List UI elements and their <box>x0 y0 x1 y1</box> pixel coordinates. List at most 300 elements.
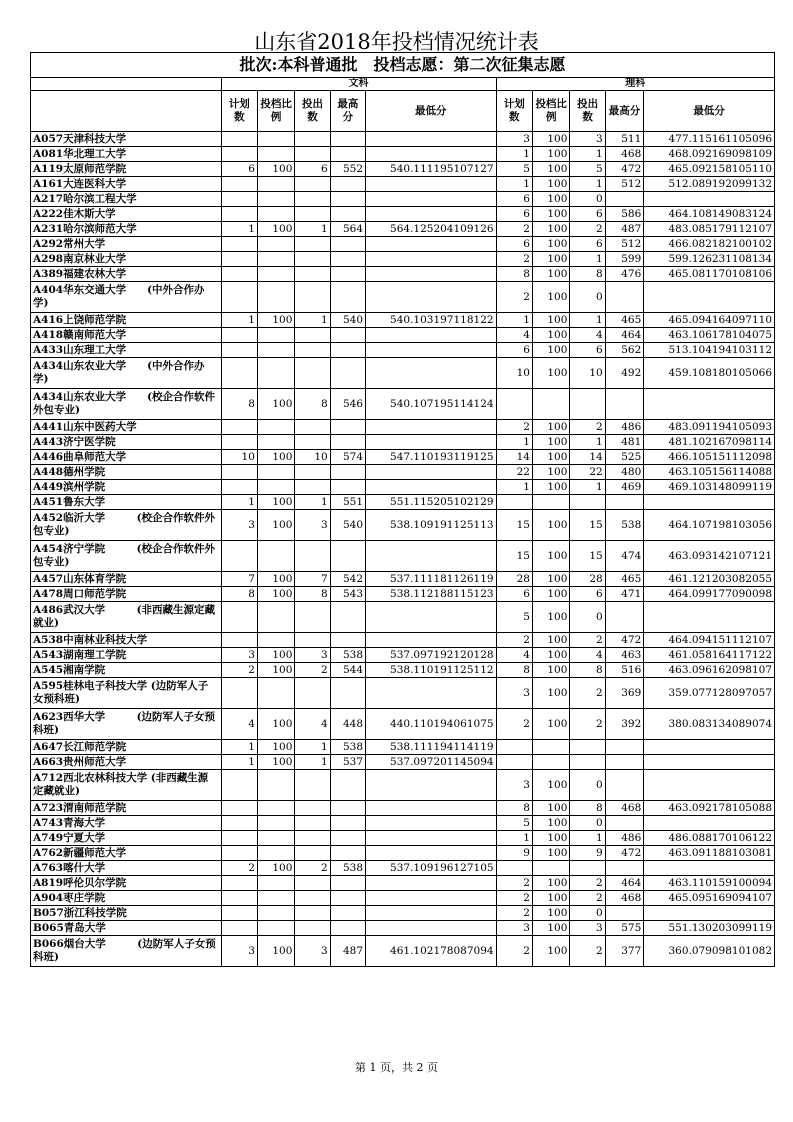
li-plan-cell: 15 <box>496 510 532 541</box>
li-max-cell: 463 <box>605 648 644 663</box>
li-ratio-cell: 100 <box>532 663 569 678</box>
li-plan-cell: 6 <box>496 343 532 358</box>
wen-max-cell: 564 <box>330 222 365 237</box>
batch-header: 批次:本科普通批 投档志愿：第二次征集志愿 <box>31 53 775 78</box>
table-row <box>31 801 775 816</box>
li-plan-cell: 6 <box>496 207 532 222</box>
wen-out-cell: 3 <box>295 510 330 541</box>
wen-min-cell <box>366 177 497 192</box>
table-row <box>31 846 775 861</box>
university-name: A433山东理工大学 <box>31 343 222 358</box>
university-name: A538中南林业科技大学 <box>31 633 222 648</box>
li-max-cell: 468 <box>605 891 644 906</box>
table-row <box>31 420 775 435</box>
wen-ratio-cell <box>257 480 294 495</box>
table-row <box>31 207 775 222</box>
li-plan-cell: 8 <box>496 663 532 678</box>
li-plan-cell: 1 <box>496 480 532 495</box>
wen-plan-cell: 3 <box>221 648 257 663</box>
li-min-cell: 465.081170108106 <box>644 267 775 282</box>
col-li-min: 最低分 <box>644 91 775 132</box>
li-out-cell: 0 <box>570 816 605 831</box>
wen-max-cell <box>330 207 365 222</box>
wen-min-cell <box>366 831 497 846</box>
wen-out-cell: 4 <box>295 709 330 740</box>
university-name: A298南京林业大学 <box>31 252 222 267</box>
table-row <box>31 816 775 831</box>
li-max-cell: 474 <box>605 541 644 572</box>
li-max-cell: 575 <box>605 921 644 936</box>
wen-min-cell <box>366 267 497 282</box>
li-min-cell: 513.104194103112 <box>644 343 775 358</box>
wen-plan-cell <box>221 602 257 633</box>
wen-plan-cell <box>221 541 257 572</box>
wen-min-cell: 540.103197118122 <box>366 313 497 328</box>
wen-out-cell <box>295 831 330 846</box>
wen-out-cell <box>295 816 330 831</box>
li-out-cell: 1 <box>570 480 605 495</box>
li-max-cell <box>605 755 644 770</box>
wen-max-cell <box>330 770 365 801</box>
wen-ratio-cell <box>257 435 294 450</box>
li-min-cell: 459.108180105066 <box>644 358 775 389</box>
wen-plan-cell <box>221 906 257 921</box>
li-out-cell: 0 <box>570 192 605 207</box>
wen-out-cell: 3 <box>295 648 330 663</box>
li-max-cell: 538 <box>605 510 644 541</box>
li-min-cell: 359.077128097057 <box>644 678 775 709</box>
wen-ratio-cell <box>257 237 294 252</box>
wen-min-cell <box>366 876 497 891</box>
university-name: A057天津科技大学 <box>31 132 222 147</box>
li-max-cell: 486 <box>605 831 644 846</box>
li-ratio-cell: 100 <box>532 465 569 480</box>
li-plan-cell: 15 <box>496 541 532 572</box>
li-out-cell <box>570 755 605 770</box>
li-max-cell: 525 <box>605 450 644 465</box>
li-min-cell: 461.121203082055 <box>644 572 775 587</box>
wen-out-cell: 1 <box>295 755 330 770</box>
wen-out-cell <box>295 480 330 495</box>
col-wen-out: 投出数 <box>295 91 330 132</box>
li-out-cell: 8 <box>570 267 605 282</box>
university-name: B066烟台大学 (边防军人子女预科班) <box>31 936 222 967</box>
wen-min-cell: 547.110193119125 <box>366 450 497 465</box>
wen-out-cell <box>295 465 330 480</box>
li-max-cell: 472 <box>605 162 644 177</box>
table-row <box>31 192 775 207</box>
wen-plan-cell: 3 <box>221 936 257 967</box>
wen-min-cell <box>366 770 497 801</box>
wen-max-cell <box>330 921 365 936</box>
wen-ratio-cell <box>257 633 294 648</box>
li-max-cell: 586 <box>605 207 644 222</box>
li-out-cell: 5 <box>570 162 605 177</box>
page-footer: 第 1 页，共 2 页 <box>355 1061 438 1074</box>
li-out-cell: 6 <box>570 343 605 358</box>
li-plan-cell: 2 <box>496 891 532 906</box>
li-min-cell: 483.091194105093 <box>644 420 775 435</box>
wen-out-cell <box>295 906 330 921</box>
table-row <box>31 678 775 709</box>
university-name: A404华东交通大学 (中外合作办学) <box>31 282 222 313</box>
li-ratio-cell: 100 <box>532 192 569 207</box>
table-row <box>31 177 775 192</box>
wen-min-cell: 440.110194061075 <box>366 709 497 740</box>
wen-ratio-cell <box>257 465 294 480</box>
li-ratio-cell: 100 <box>532 328 569 343</box>
col-li-plan: 计划数 <box>496 91 532 132</box>
wen-min-cell <box>366 801 497 816</box>
li-min-cell: 468.092169098109 <box>644 147 775 162</box>
table-row <box>31 936 775 967</box>
wen-max-cell: 448 <box>330 709 365 740</box>
group-like: 理科 <box>496 78 774 91</box>
li-out-cell <box>570 495 605 510</box>
li-max-cell <box>605 192 644 207</box>
li-min-cell <box>644 740 775 755</box>
li-out-cell: 2 <box>570 678 605 709</box>
wen-min-cell <box>366 192 497 207</box>
wen-out-cell <box>295 541 330 572</box>
university-name: A623西华大学 (边防军人子女预科班) <box>31 709 222 740</box>
university-name: A434山东农业大学 (校企合作软件外包专业) <box>31 389 222 420</box>
wen-plan-cell: 3 <box>221 510 257 541</box>
li-max-cell: 377 <box>605 936 644 967</box>
li-ratio-cell: 100 <box>532 343 569 358</box>
li-max-cell: 392 <box>605 709 644 740</box>
table-row <box>31 633 775 648</box>
wen-plan-cell <box>221 237 257 252</box>
wen-min-cell <box>366 435 497 450</box>
wen-min-cell: 537.097192120128 <box>366 648 497 663</box>
university-name: A904枣庄学院 <box>31 891 222 906</box>
li-min-cell: 599.126231108134 <box>644 252 775 267</box>
wen-out-cell: 1 <box>295 495 330 510</box>
li-plan-cell: 2 <box>496 222 532 237</box>
li-ratio-cell: 100 <box>532 222 569 237</box>
wen-ratio-cell: 100 <box>257 450 294 465</box>
li-min-cell: 380.083134089074 <box>644 709 775 740</box>
li-ratio-cell <box>532 495 569 510</box>
table-row <box>31 861 775 876</box>
university-name: A478周口师范学院 <box>31 587 222 602</box>
wen-max-cell <box>330 192 365 207</box>
li-out-cell: 1 <box>570 252 605 267</box>
li-out-cell: 1 <box>570 313 605 328</box>
wen-max-cell <box>330 678 365 709</box>
wen-ratio-cell <box>257 846 294 861</box>
li-min-cell <box>644 495 775 510</box>
li-out-cell: 2 <box>570 876 605 891</box>
li-plan-cell: 5 <box>496 602 532 633</box>
wen-min-cell <box>366 147 497 162</box>
wen-plan-cell: 7 <box>221 572 257 587</box>
col-wen-max: 最高分 <box>330 91 365 132</box>
wen-plan-cell <box>221 846 257 861</box>
wen-min-cell <box>366 465 497 480</box>
wen-plan-cell <box>221 816 257 831</box>
li-out-cell <box>570 389 605 420</box>
table-row <box>31 906 775 921</box>
li-ratio-cell: 100 <box>532 876 569 891</box>
li-out-cell: 10 <box>570 358 605 389</box>
li-out-cell: 2 <box>570 420 605 435</box>
li-out-cell: 3 <box>570 132 605 147</box>
li-ratio-cell: 100 <box>532 541 569 572</box>
li-out-cell: 0 <box>570 906 605 921</box>
university-name: A743青海大学 <box>31 816 222 831</box>
li-min-cell <box>644 389 775 420</box>
li-max-cell: 465 <box>605 313 644 328</box>
col-wen-ratio: 投档比例 <box>257 91 294 132</box>
table-row <box>31 510 775 541</box>
university-name: A441山东中医药大学 <box>31 420 222 435</box>
li-out-cell: 6 <box>570 207 605 222</box>
li-max-cell: 472 <box>605 633 644 648</box>
wen-min-cell <box>366 921 497 936</box>
wen-ratio-cell: 100 <box>257 861 294 876</box>
wen-plan-cell <box>221 480 257 495</box>
li-ratio-cell: 100 <box>532 709 569 740</box>
wen-ratio-cell <box>257 876 294 891</box>
table-row <box>31 132 775 147</box>
table-row <box>31 222 775 237</box>
wen-ratio-cell <box>257 267 294 282</box>
wen-max-cell <box>330 633 365 648</box>
li-plan-cell: 1 <box>496 177 532 192</box>
li-min-cell: 464.107198103056 <box>644 510 775 541</box>
university-name: B057浙江科技学院 <box>31 906 222 921</box>
li-min-cell <box>644 602 775 633</box>
table-row <box>31 328 775 343</box>
wen-ratio-cell <box>257 891 294 906</box>
group-blank <box>31 78 222 91</box>
wen-min-cell <box>366 816 497 831</box>
wen-ratio-cell <box>257 132 294 147</box>
wen-out-cell: 1 <box>295 740 330 755</box>
li-min-cell: 466.105151112098 <box>644 450 775 465</box>
wen-out-cell <box>295 267 330 282</box>
wen-out-cell <box>295 891 330 906</box>
wen-ratio-cell <box>257 147 294 162</box>
li-out-cell: 2 <box>570 222 605 237</box>
li-min-cell: 465.095169094107 <box>644 891 775 906</box>
wen-out-cell <box>295 420 330 435</box>
wen-min-cell: 537.097201145094 <box>366 755 497 770</box>
li-ratio-cell <box>532 861 569 876</box>
university-name: A663贵州师范大学 <box>31 755 222 770</box>
li-min-cell <box>644 282 775 313</box>
wen-out-cell: 2 <box>295 861 330 876</box>
wen-ratio-cell <box>257 282 294 313</box>
wen-min-cell: 538.109191125113 <box>366 510 497 541</box>
li-out-cell: 14 <box>570 450 605 465</box>
wen-out-cell <box>295 328 330 343</box>
wen-plan-cell <box>221 177 257 192</box>
li-max-cell: 481 <box>605 435 644 450</box>
li-plan-cell: 3 <box>496 921 532 936</box>
wen-plan-cell: 8 <box>221 587 257 602</box>
university-name: A119太原师范学院 <box>31 162 222 177</box>
wen-ratio-cell <box>257 358 294 389</box>
wen-max-cell <box>330 132 365 147</box>
li-max-cell: 487 <box>605 222 644 237</box>
li-out-cell: 1 <box>570 435 605 450</box>
li-ratio-cell: 100 <box>532 678 569 709</box>
table-row <box>31 648 775 663</box>
wen-ratio-cell <box>257 207 294 222</box>
li-min-cell: 464.094151112107 <box>644 633 775 648</box>
li-max-cell <box>605 602 644 633</box>
li-max-cell: 369 <box>605 678 644 709</box>
li-min-cell: 463.110159100094 <box>644 876 775 891</box>
li-out-cell: 3 <box>570 921 605 936</box>
wen-ratio-cell <box>257 831 294 846</box>
wen-max-cell <box>330 252 365 267</box>
li-plan-cell: 9 <box>496 846 532 861</box>
li-min-cell <box>644 770 775 801</box>
wen-max-cell: 540 <box>330 313 365 328</box>
wen-max-cell <box>330 602 365 633</box>
li-ratio-cell: 100 <box>532 831 569 846</box>
wen-max-cell: 542 <box>330 572 365 587</box>
wen-min-cell <box>366 602 497 633</box>
table-row <box>31 237 775 252</box>
table-row <box>31 282 775 313</box>
li-plan-cell: 8 <box>496 801 532 816</box>
li-min-cell: 483.085179112107 <box>644 222 775 237</box>
wen-plan-cell <box>221 192 257 207</box>
li-min-cell: 477.115161105096 <box>644 132 775 147</box>
li-max-cell <box>605 816 644 831</box>
university-name: A486武汉大学 (非西藏生源定藏就业) <box>31 602 222 633</box>
li-max-cell: 562 <box>605 343 644 358</box>
wen-ratio-cell <box>257 252 294 267</box>
university-name: A723渭南师范学院 <box>31 801 222 816</box>
li-min-cell: 465.094164097110 <box>644 313 775 328</box>
university-name: A545湘南学院 <box>31 663 222 678</box>
university-name: B065青岛大学 <box>31 921 222 936</box>
table-row <box>31 435 775 450</box>
wen-plan-cell: 6 <box>221 162 257 177</box>
wen-plan-cell <box>221 435 257 450</box>
li-ratio-cell: 100 <box>532 587 569 602</box>
li-ratio-cell: 100 <box>532 162 569 177</box>
wen-max-cell <box>330 891 365 906</box>
wen-min-cell <box>366 633 497 648</box>
li-max-cell <box>605 282 644 313</box>
university-name: A222佳木斯大学 <box>31 207 222 222</box>
table-row <box>31 921 775 936</box>
li-plan-cell: 6 <box>496 237 532 252</box>
li-out-cell: 1 <box>570 147 605 162</box>
li-ratio-cell: 100 <box>532 450 569 465</box>
wen-plan-cell <box>221 770 257 801</box>
university-name: A762新疆师范大学 <box>31 846 222 861</box>
wen-max-cell: 551 <box>330 495 365 510</box>
li-out-cell: 4 <box>570 328 605 343</box>
li-out-cell: 2 <box>570 633 605 648</box>
university-name: A416上饶师范学院 <box>31 313 222 328</box>
col-wen-plan: 计划数 <box>221 91 257 132</box>
university-name: A418赣南师范大学 <box>31 328 222 343</box>
table-row <box>31 876 775 891</box>
wen-plan-cell: 1 <box>221 313 257 328</box>
wen-ratio-cell <box>257 541 294 572</box>
table-row <box>31 450 775 465</box>
table-row <box>31 770 775 801</box>
wen-max-cell <box>330 876 365 891</box>
li-ratio-cell: 100 <box>532 602 569 633</box>
wen-plan-cell: 1 <box>221 755 257 770</box>
li-min-cell: 551.130203099119 <box>644 921 775 936</box>
wen-ratio-cell: 100 <box>257 663 294 678</box>
wen-min-cell: 537.109196127105 <box>366 861 497 876</box>
wen-ratio-cell: 100 <box>257 755 294 770</box>
li-max-cell: 464 <box>605 328 644 343</box>
wen-ratio-cell: 100 <box>257 740 294 755</box>
wen-ratio-cell: 100 <box>257 648 294 663</box>
li-max-cell: 512 <box>605 237 644 252</box>
wen-min-cell <box>366 846 497 861</box>
wen-out-cell <box>295 801 330 816</box>
li-max-cell: 472 <box>605 846 644 861</box>
li-min-cell <box>644 906 775 921</box>
li-plan-cell: 3 <box>496 132 532 147</box>
li-plan-cell <box>496 495 532 510</box>
wen-min-cell: 538.111194114119 <box>366 740 497 755</box>
university-name: A161大连医科大学 <box>31 177 222 192</box>
li-max-cell <box>605 770 644 801</box>
li-plan-cell: 2 <box>496 876 532 891</box>
wen-out-cell: 6 <box>295 162 330 177</box>
li-out-cell: 28 <box>570 572 605 587</box>
li-ratio-cell <box>532 755 569 770</box>
li-plan-cell: 2 <box>496 709 532 740</box>
li-plan-cell: 3 <box>496 770 532 801</box>
wen-max-cell <box>330 541 365 572</box>
li-ratio-cell: 100 <box>532 147 569 162</box>
wen-max-cell <box>330 237 365 252</box>
li-out-cell: 2 <box>570 936 605 967</box>
li-ratio-cell: 100 <box>532 770 569 801</box>
wen-plan-cell: 2 <box>221 663 257 678</box>
li-plan-cell: 2 <box>496 282 532 313</box>
wen-plan-cell <box>221 921 257 936</box>
wen-min-cell <box>366 237 497 252</box>
li-max-cell: 486 <box>605 420 644 435</box>
li-ratio-cell: 100 <box>532 801 569 816</box>
li-max-cell: 464 <box>605 876 644 891</box>
wen-max-cell <box>330 816 365 831</box>
li-plan-cell: 2 <box>496 633 532 648</box>
university-name: A434山东农业大学 (中外合作办学) <box>31 358 222 389</box>
wen-out-cell <box>295 921 330 936</box>
li-max-cell <box>605 389 644 420</box>
university-name: A454济宁学院 (校企合作软件外包专业) <box>31 541 222 572</box>
wen-ratio-cell <box>257 816 294 831</box>
li-min-cell <box>644 816 775 831</box>
wen-out-cell <box>295 435 330 450</box>
li-min-cell <box>644 861 775 876</box>
li-out-cell: 0 <box>570 282 605 313</box>
wen-out-cell: 3 <box>295 936 330 967</box>
wen-out-cell <box>295 252 330 267</box>
li-max-cell: 468 <box>605 801 644 816</box>
li-max-cell: 516 <box>605 663 644 678</box>
wen-min-cell: 564.125204109126 <box>366 222 497 237</box>
